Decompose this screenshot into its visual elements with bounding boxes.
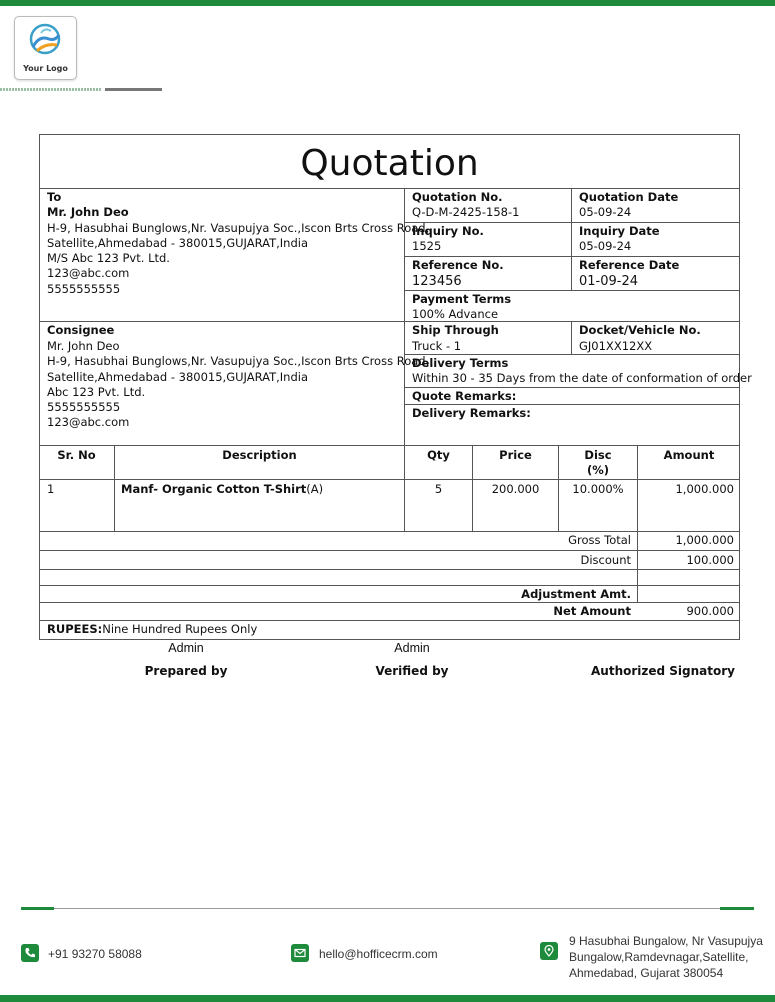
- rule: [39, 550, 740, 551]
- rule: [571, 188, 572, 290]
- bottom-accent-bar: [0, 995, 775, 1002]
- rule: [405, 290, 740, 291]
- ship-through-value: Truck - 1: [412, 339, 462, 353]
- to-label: To: [47, 190, 62, 204]
- footer-address-line2: Bungalow,Ramdevnagar,Satellite,: [569, 950, 749, 964]
- to-phone: 5555555555: [47, 282, 121, 296]
- consignee-address-line2: Satellite,Ahmedabad - 380015,GUJARAT,India: [47, 370, 308, 384]
- footer-accent-left: [21, 907, 54, 910]
- prepared-by-name: Admin: [168, 641, 204, 655]
- inquiry-date-label: Inquiry Date: [579, 224, 660, 238]
- reference-no-value: 123456: [412, 274, 462, 289]
- col-header-amount: Amount: [663, 448, 715, 462]
- reference-no-label: Reference No.: [412, 258, 504, 272]
- rule: [405, 222, 740, 223]
- rule: [39, 620, 740, 621]
- consignee-company: Abc 123 Pvt. Ltd.: [47, 385, 146, 399]
- discount-label: Discount: [580, 553, 631, 567]
- rule: [405, 354, 740, 355]
- col-header-price: Price: [499, 448, 532, 462]
- logo-text: Your Logo: [23, 64, 68, 73]
- delivery-remarks-label: Delivery Remarks:: [412, 406, 531, 420]
- payment-terms-label: Payment Terms: [412, 292, 512, 306]
- verified-by-name: Admin: [394, 641, 430, 655]
- col-header-description: Description: [222, 448, 297, 462]
- inquiry-no-label: Inquiry No.: [412, 224, 484, 238]
- consignee-email: 123@abc.com: [47, 415, 130, 429]
- row-qty: 5: [434, 482, 443, 496]
- footer-phone: +91 93270 58088: [48, 947, 142, 961]
- docket-label: Docket/Vehicle No.: [579, 323, 701, 337]
- inquiry-no-value: 1525: [412, 239, 442, 253]
- quotation-no-label: Quotation No.: [412, 190, 503, 204]
- quotation-date-value: 05-09-24: [579, 205, 632, 219]
- col-header-qty: Qty: [427, 448, 450, 462]
- footer-divider: [21, 908, 754, 909]
- location-icon: [540, 942, 558, 960]
- footer-email: hello@hofficecrm.com: [319, 947, 438, 961]
- header-dotted-divider: [0, 88, 102, 91]
- rupees-value: Nine Hundred Rupees Only: [102, 622, 258, 636]
- rule: [39, 188, 740, 189]
- rule: [39, 321, 740, 322]
- rupees-label: RUPEES:: [47, 622, 103, 636]
- footer-address-line1: 9 Hasubhai Bungalow, Nr Vasupujya: [569, 934, 763, 948]
- rule: [571, 321, 572, 354]
- discount-value: 100.000: [686, 553, 734, 567]
- delivery-terms-value: Within 30 - 35 Days from the date of conformation of order: [412, 371, 752, 385]
- net-amount-label: Net Amount: [553, 604, 631, 618]
- col-header-sr: Sr. No: [57, 448, 96, 462]
- top-accent-bar: [0, 0, 775, 6]
- consignee-address-line1: H-9, Hasubhai Bunglows,Nr. Vasupujya Soc.,Iscon Brts Cross Road,: [47, 354, 430, 368]
- row-disc: 10.000%: [572, 482, 624, 496]
- row-item-variant: (A): [306, 482, 324, 496]
- logo-hands-icon: [27, 21, 63, 61]
- authorized-signatory-label: Authorized Signatory: [591, 664, 735, 678]
- header-dash-divider: [105, 88, 162, 91]
- to-name: Mr. John Deo: [47, 205, 129, 219]
- quotation-no-value: Q-D-M-2425-158-1: [412, 205, 520, 219]
- gross-total-label: Gross Total: [568, 533, 631, 547]
- rule: [39, 602, 740, 603]
- rule: [405, 387, 740, 388]
- rule: [39, 479, 740, 480]
- phone-icon: [21, 944, 39, 962]
- reference-date-value: 01-09-24: [579, 274, 639, 289]
- row-sr: 1: [47, 482, 55, 496]
- company-logo: [14, 16, 77, 80]
- inquiry-date-value: 05-09-24: [579, 239, 632, 253]
- adjustment-label: Adjustment Amt.: [521, 587, 631, 601]
- row-amount: 1,000.000: [675, 482, 734, 496]
- rule: [405, 256, 740, 257]
- row-item-name: Manf- Organic Cotton T-Shirt: [121, 482, 307, 496]
- rule: [405, 404, 740, 405]
- reference-date-label: Reference Date: [579, 258, 680, 272]
- document-title: Quotation: [300, 143, 479, 184]
- prepared-by-label: Prepared by: [144, 664, 228, 678]
- to-company: M/S Abc 123 Pvt. Ltd.: [47, 251, 170, 265]
- rule: [637, 445, 638, 602]
- quote-remarks-label: Quote Remarks:: [412, 389, 517, 403]
- net-amount-value: 900.000: [686, 604, 734, 618]
- footer-accent-right: [720, 907, 754, 910]
- consignee-label: Consignee: [47, 323, 115, 337]
- consignee-phone: 5555555555: [47, 400, 121, 414]
- rupees-in-words: [47, 622, 257, 637]
- quotation-date-label: Quotation Date: [579, 190, 679, 204]
- rule: [39, 569, 740, 570]
- to-address-line1: H-9, Hasubhai Bunglows,Nr. Vasupujya Soc.,Iscon Brts Cross Road,: [47, 221, 430, 235]
- row-price: 200.000: [491, 482, 540, 496]
- col-header-disc-unit: (%): [586, 463, 610, 477]
- to-address-line2: Satellite,Ahmedabad - 380015,GUJARAT,India: [47, 236, 308, 250]
- col-header-disc: Disc: [584, 448, 612, 462]
- footer-address-line3: Ahmedabad, Gujarat 380054: [569, 966, 724, 980]
- verified-by-label: Verified by: [375, 664, 449, 678]
- gross-total-value: 1,000.000: [675, 533, 734, 547]
- ship-through-label: Ship Through: [412, 323, 499, 337]
- rule: [39, 445, 740, 446]
- payment-terms-value: 100% Advance: [412, 307, 499, 321]
- rule: [39, 585, 740, 586]
- consignee-name: Mr. John Deo: [47, 339, 120, 353]
- rule: [39, 531, 740, 532]
- email-icon: [291, 944, 309, 962]
- delivery-terms-label: Delivery Terms: [412, 356, 509, 370]
- to-email: 123@abc.com: [47, 266, 130, 280]
- row-description: [121, 482, 323, 497]
- docket-value: GJ01XX12XX: [579, 339, 653, 353]
